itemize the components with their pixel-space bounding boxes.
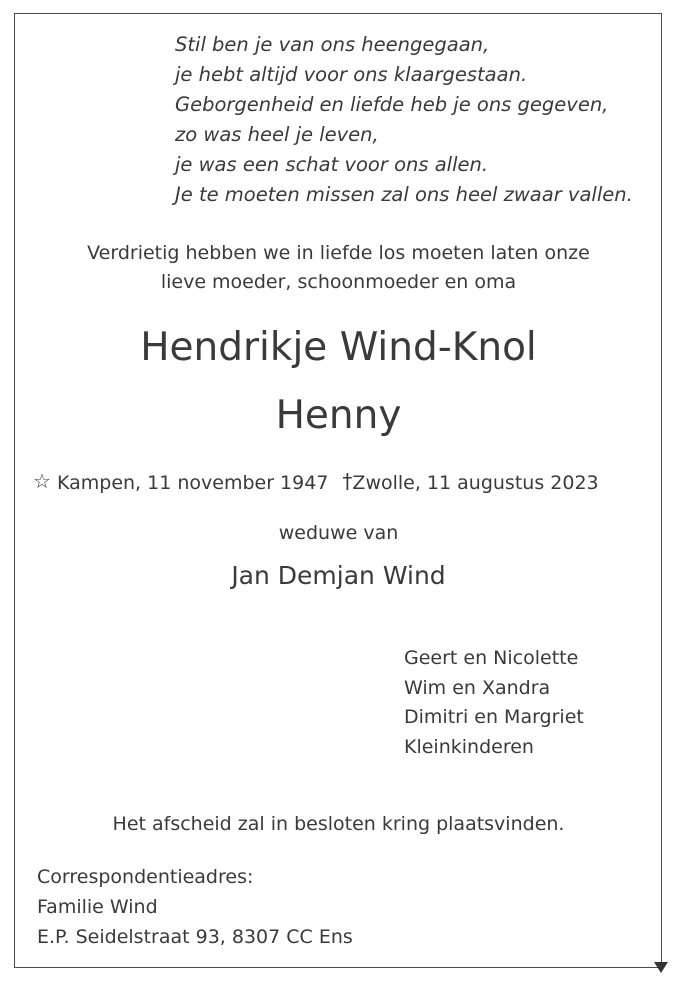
address-line: Correspondentieadres:: [37, 866, 254, 888]
cross-icon: †: [342, 469, 353, 493]
death-place-date: Zwolle, 11 augustus 2023: [352, 472, 599, 494]
birth-place-date: Kampen, 11 november 1947: [56, 472, 329, 494]
life-dates: [33, 466, 599, 498]
husband-name: Jan Demjan Wind: [231, 561, 446, 590]
deceased-name: Hendrikje Wind-Knol: [140, 325, 537, 370]
family-member: Kleinkinderen: [404, 735, 534, 758]
triangle-down-icon: [654, 962, 668, 973]
family-member: Geert en Nicolette: [404, 647, 579, 669]
poem-line: zo was heel je leven,: [175, 123, 379, 146]
star-icon: ☆: [33, 469, 51, 493]
poem-line: je hebt altijd voor ons klaargestaan.: [175, 63, 528, 86]
poem-line: je was een schat voor ons allen.: [175, 153, 489, 176]
farewell-text: Het afscheid zal in besloten kring plaatsvinden.: [112, 813, 565, 835]
family-member: Wim en Xandra: [404, 676, 551, 699]
address-line: E.P. Seidelstraat 93, 8307 CC Ens: [37, 926, 353, 948]
intro-line: Verdrietig hebben we in liefde los moeten laten onze: [87, 242, 590, 264]
intro-text: [0, 239, 677, 297]
poem-line: Geborgenheid en liefde heb je ons gegeven,: [175, 93, 609, 116]
family-member: Dimitri en Margriet: [404, 706, 584, 728]
deceased-nickname: Henny: [275, 393, 402, 438]
poem: [175, 30, 633, 210]
poem-line: Je te moeten missen zal ons heel zwaar vallen.: [175, 183, 633, 206]
correspondence-address: [37, 862, 353, 952]
intro-line: lieve moeder, schoonmoeder en oma: [160, 271, 517, 293]
family-list: [404, 644, 584, 762]
widow-text: weduwe van: [278, 522, 399, 544]
address-line: Familie Wind: [37, 896, 158, 918]
poem-line: Stil ben je van ons heengegaan,: [175, 33, 490, 56]
